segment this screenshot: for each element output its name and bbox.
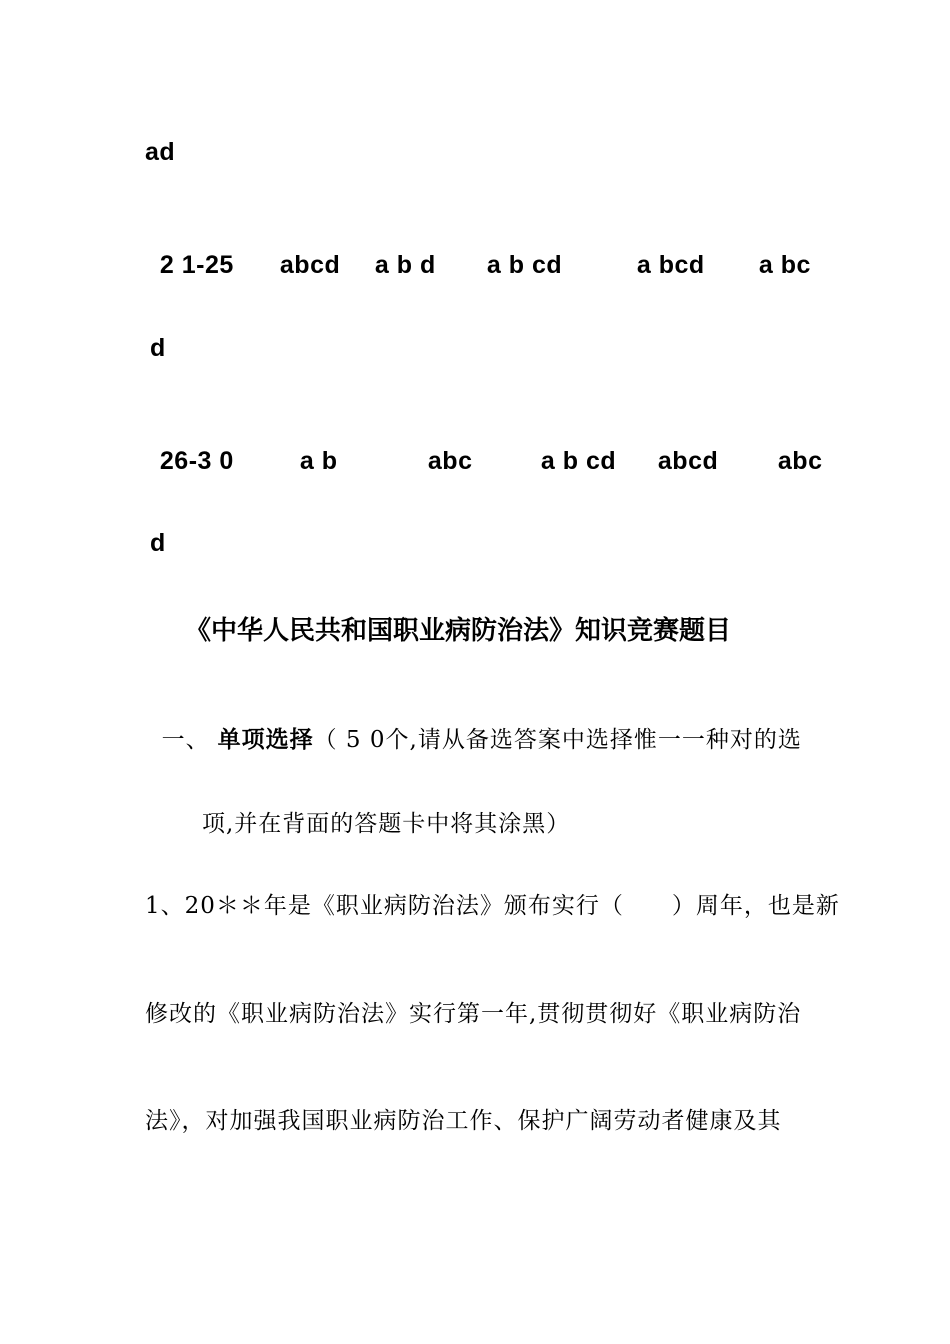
answer-range: 2 1-25 (159, 251, 234, 279)
answer-item: a b cd (486, 251, 563, 279)
answer-item: a b (299, 447, 338, 475)
answer-item: abcd (657, 447, 719, 475)
section-number: 一、 (161, 727, 210, 753)
question-1-line-2: 修改的《职业病防治法》实行第一年,贯彻贯彻好《职业病防治 (145, 1001, 802, 1027)
answer-item: abc (427, 447, 473, 475)
page-title: 《中华人民共和国职业病防治法》知识竞赛题目 (185, 616, 732, 646)
answer-line-ad: ad (145, 138, 176, 166)
section-heading (145, 706, 802, 752)
answer-item: abc (777, 447, 823, 475)
answer-item: a b cd (540, 447, 617, 475)
question-1-line-1: 1、20＊＊年是《职业病防治法》颁布实行（ ）周年，也是新 (145, 893, 840, 919)
answer-row-21-25 (145, 228, 811, 278)
answer-item: a bc (758, 251, 811, 279)
question-1-line-3: 法》，对加强我国职业病防治工作、保护广阔劳动者健康及其 (145, 1108, 782, 1134)
answer-item: abcd (279, 251, 341, 279)
answer-row-26-30 (145, 424, 823, 474)
answer-row-26-30-wrap: d (150, 529, 166, 557)
section-instruction: （ 5 0个,请从备选答案中选择惟一一种对的选 (313, 727, 802, 753)
answer-row-21-25-wrap: d (150, 334, 166, 362)
section-title: 单项选择 (217, 727, 314, 753)
answer-range: 26-3 0 (159, 447, 234, 475)
answer-item: a b d (374, 251, 436, 279)
section-instruction-continued: 项,并在背面的答题卡中将其涂黑） (202, 811, 571, 837)
answer-item: a bcd (636, 251, 705, 279)
